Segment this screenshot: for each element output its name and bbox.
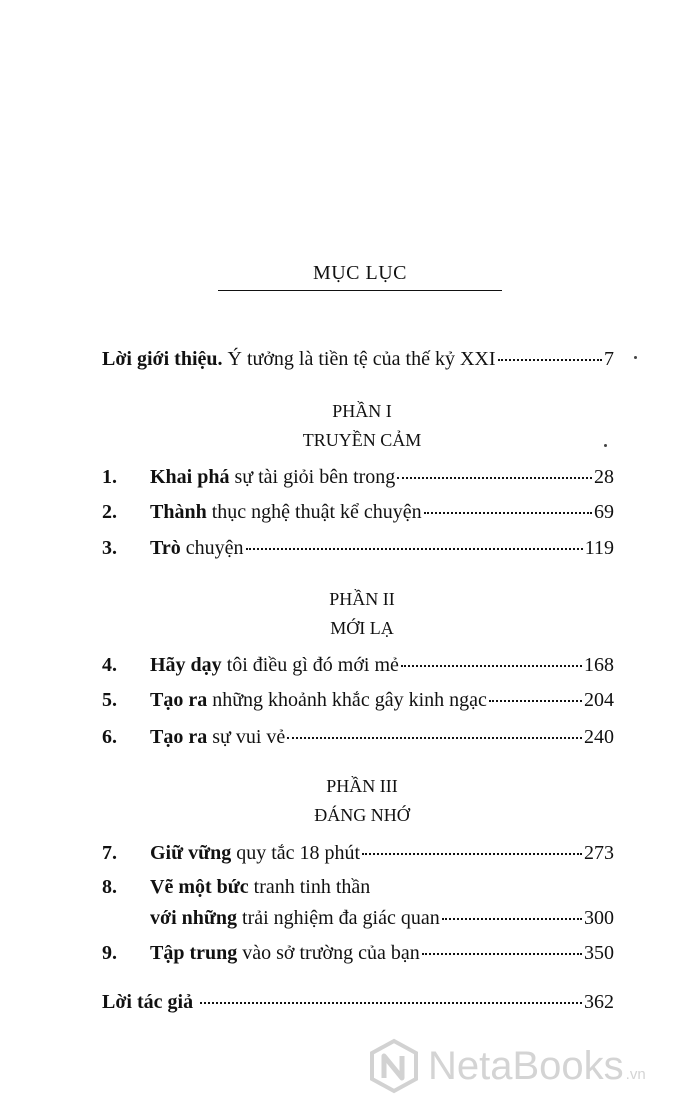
title-underline: [218, 290, 502, 291]
entry-lead: Tạo ra: [150, 689, 208, 711]
dot-leader: [200, 1002, 582, 1004]
dot-leader: [424, 512, 592, 514]
chapter-number: 3.: [102, 537, 117, 559]
toc-entry-chapter: [102, 535, 614, 561]
entry-lead: Hãy dạy: [150, 654, 222, 676]
netabooks-logo-icon: [366, 1038, 422, 1094]
toc-entry-chapter-line1: [102, 874, 614, 900]
entry-title: sự vui vẻ: [212, 726, 286, 748]
dot-leader: [422, 953, 582, 955]
watermark-suffix: .vn: [625, 1065, 646, 1083]
chapter-number: 5.: [102, 689, 117, 711]
part-label: PHẦN III: [326, 776, 398, 796]
dot-leader: [246, 548, 583, 550]
entry-lead: Thành: [150, 501, 207, 523]
toc-title: MỤC LỤC: [312, 262, 408, 284]
dot-leader: [442, 918, 582, 920]
dot-leader: [287, 737, 582, 739]
entry-lead: với những: [150, 907, 238, 929]
entry-lead: Lời tác giả: [102, 991, 194, 1013]
entry-title: vào sở trường của bạn: [242, 942, 420, 964]
page-number: 300: [584, 907, 614, 929]
entry-title: quy tắc 18 phút: [236, 842, 361, 864]
page-number: 119: [584, 537, 614, 559]
part-label: PHẦN I: [332, 401, 392, 421]
toc-entry-chapter: [102, 940, 614, 966]
entry-title: chuyện: [185, 537, 244, 559]
entry-title: những khoảnh khắc gây kinh ngạc: [212, 689, 487, 711]
entry-lead: Trò: [150, 537, 181, 559]
toc-entry-chapter: [102, 499, 614, 525]
page-number: 350: [584, 942, 614, 964]
entry-lead: Vẽ một bức: [150, 876, 249, 898]
entry-lead: Tập trung: [150, 942, 238, 964]
chapter-number: 1.: [102, 466, 117, 488]
entry-title: tranh tinh thần: [253, 876, 371, 898]
chapter-number: 9.: [102, 942, 117, 964]
dot-leader: [401, 665, 582, 667]
chapter-number: 7.: [102, 842, 117, 864]
dot-leader: [397, 477, 592, 479]
toc-entry-chapter: [102, 652, 614, 678]
toc-entry-chapter: [102, 840, 614, 866]
dot-leader: [362, 853, 582, 855]
entry-title: tôi điều gì đó mới mẻ: [226, 654, 399, 676]
chapter-number: 6.: [102, 726, 117, 748]
page-number: 168: [584, 654, 614, 676]
toc-entry-intro: [102, 346, 614, 372]
page-number: 273: [584, 842, 614, 864]
toc-entry-chapter: [102, 687, 614, 713]
scan-speck: [634, 356, 637, 359]
page-number: 7: [604, 348, 614, 370]
part-name: ĐÁNG NHỚ: [314, 805, 410, 825]
scan-speck: [604, 444, 607, 447]
entry-lead: Giữ vững: [150, 842, 232, 864]
toc-entry-chapter: [102, 464, 614, 490]
toc-entry-chapter: [102, 724, 614, 750]
entry-lead: Lời giới thiệu.: [102, 348, 223, 370]
entry-lead: Tạo ra: [150, 726, 208, 748]
entry-title: trải nghiệm đa giác quan: [242, 907, 440, 929]
chapter-number: 2.: [102, 501, 117, 523]
entry-title: Ý tưởng là tiền tệ của thế kỷ XXI: [227, 348, 496, 370]
entry-title: thục nghệ thuật kể chuyện: [211, 501, 422, 523]
page-number: 240: [584, 726, 614, 748]
part-label: PHẦN II: [329, 589, 395, 609]
toc-entry-afterword: [102, 989, 614, 1015]
page-number: 204: [584, 689, 614, 711]
part-name: MỚI LẠ: [330, 618, 394, 638]
entry-lead: Khai phá: [150, 466, 230, 488]
entry-title: sự tài giỏi bên trong: [234, 466, 396, 488]
part-name: TRUYỀN CẢM: [302, 430, 422, 450]
chapter-number: 8.: [102, 876, 117, 898]
page-number: 362: [584, 991, 614, 1013]
toc-entry-chapter-line2: [102, 905, 614, 931]
dot-leader: [489, 700, 582, 702]
dot-leader: [498, 359, 602, 361]
watermark-brand: NetaBooks: [428, 1043, 624, 1088]
page-number: 69: [594, 501, 614, 523]
watermark: [366, 1038, 646, 1094]
chapter-number: 4.: [102, 654, 117, 676]
page-number: 28: [594, 466, 614, 488]
